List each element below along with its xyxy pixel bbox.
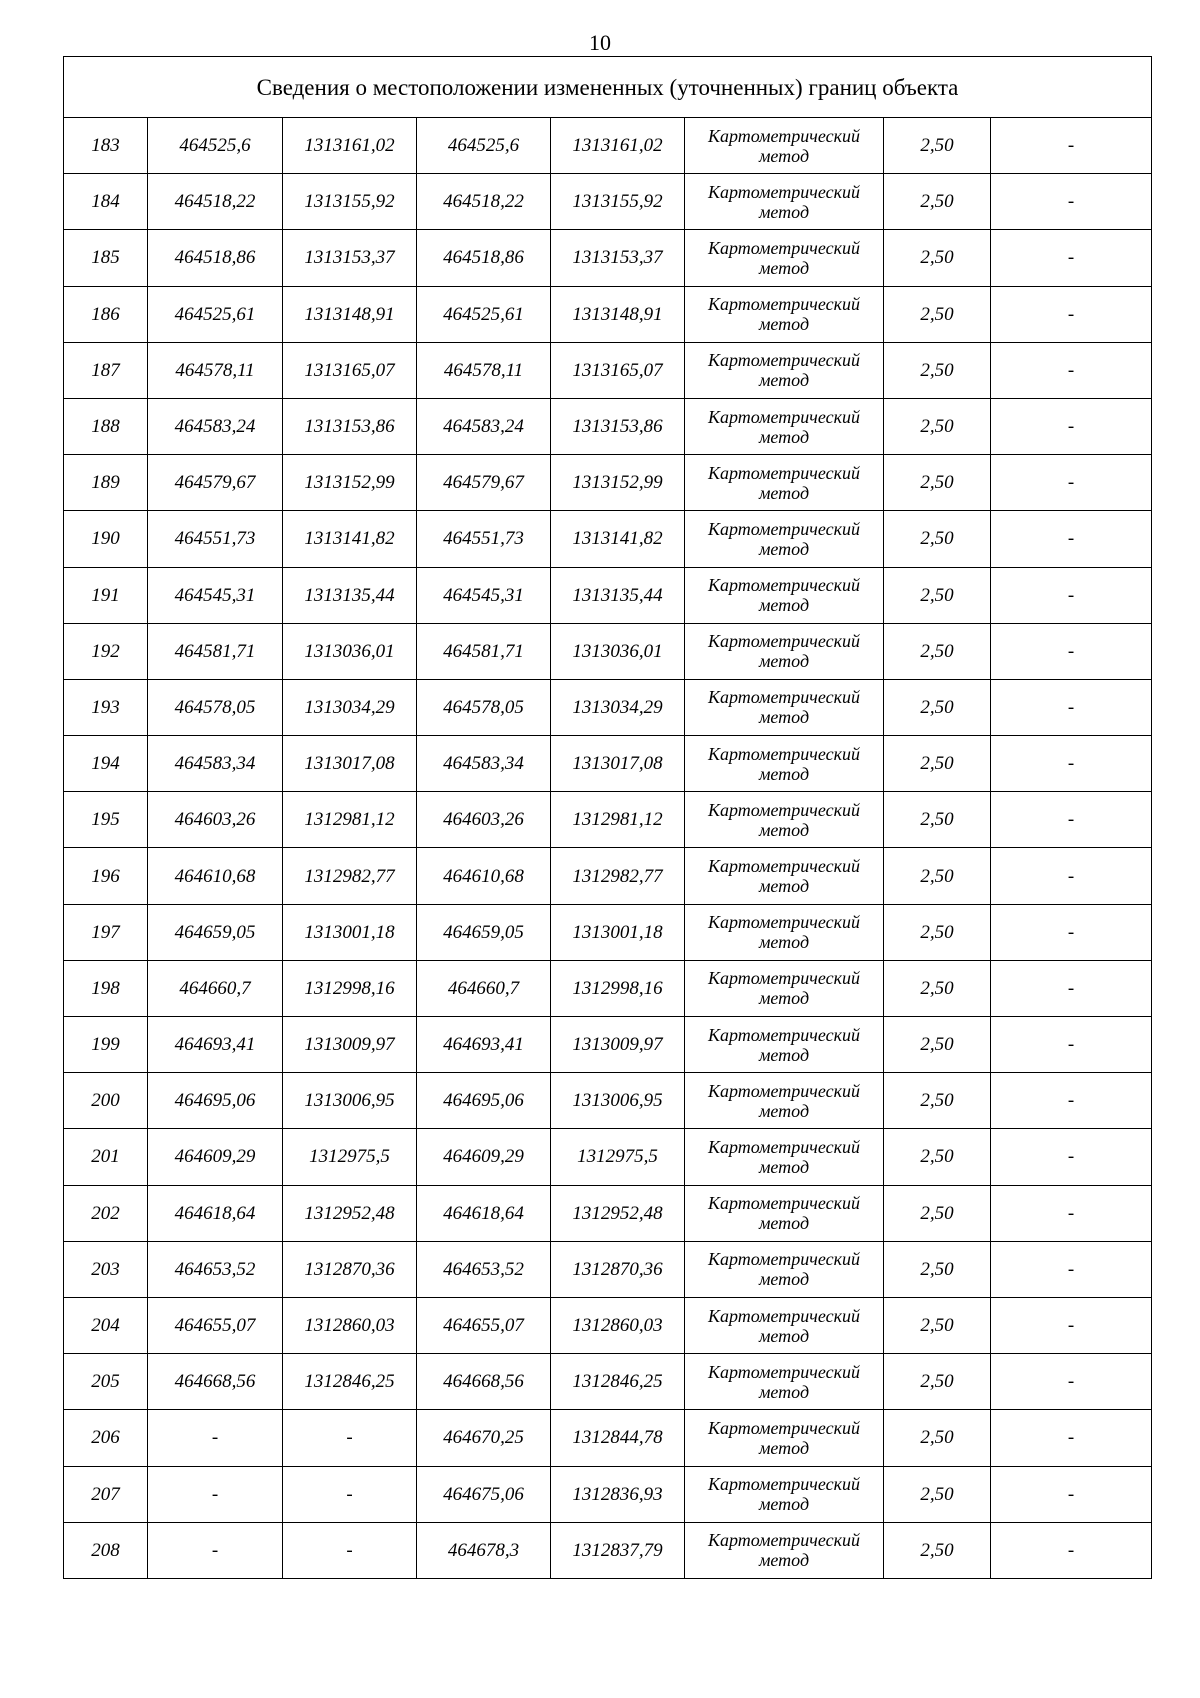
accuracy-cell: 2,50 xyxy=(884,792,991,848)
description-cell: - xyxy=(991,286,1152,342)
accuracy-cell: 2,50 xyxy=(884,1522,991,1578)
method-cell: Картометрический метод xyxy=(685,848,884,904)
table-row xyxy=(64,960,1152,1016)
description-cell: - xyxy=(991,679,1152,735)
refined-y-cell: 1313165,07 xyxy=(551,342,685,398)
table-row xyxy=(64,567,1152,623)
refined-y-cell: 1313148,91 xyxy=(551,286,685,342)
description-cell: - xyxy=(991,623,1152,679)
existing-x-cell: 464551,73 xyxy=(148,511,283,567)
accuracy-cell: 2,50 xyxy=(884,1297,991,1353)
table-row xyxy=(64,792,1152,848)
refined-y-cell: 1313034,29 xyxy=(551,679,685,735)
accuracy-cell: 2,50 xyxy=(884,1185,991,1241)
existing-y-cell: 1313148,91 xyxy=(283,286,417,342)
description-cell: - xyxy=(991,1073,1152,1129)
existing-x-cell: 464518,22 xyxy=(148,174,283,230)
refined-x-cell: 464655,07 xyxy=(417,1297,551,1353)
method-cell: Картометрический метод xyxy=(685,455,884,511)
existing-x-cell: 464609,29 xyxy=(148,1129,283,1185)
method-cell: Картометрический метод xyxy=(685,286,884,342)
refined-x-cell: 464695,06 xyxy=(417,1073,551,1129)
method-cell: Картометрический метод xyxy=(685,230,884,286)
existing-x-cell: 464668,56 xyxy=(148,1354,283,1410)
refined-y-cell: 1313135,44 xyxy=(551,567,685,623)
refined-x-cell: 464581,71 xyxy=(417,623,551,679)
accuracy-cell: 2,50 xyxy=(884,1129,991,1185)
accuracy-cell: 2,50 xyxy=(884,1410,991,1466)
existing-x-cell: 464579,67 xyxy=(148,455,283,511)
method-cell: Картометрический метод xyxy=(685,567,884,623)
table-row xyxy=(64,623,1152,679)
accuracy-cell: 2,50 xyxy=(884,511,991,567)
table-row xyxy=(64,679,1152,735)
table-row xyxy=(64,230,1152,286)
method-cell: Картометрический метод xyxy=(685,1129,884,1185)
existing-x-cell: 464659,05 xyxy=(148,904,283,960)
accuracy-cell: 2,50 xyxy=(884,230,991,286)
boundary-coordinates-table xyxy=(63,56,1152,1579)
accuracy-cell: 2,50 xyxy=(884,398,991,454)
existing-x-cell: 464695,06 xyxy=(148,1073,283,1129)
existing-y-cell: 1312975,5 xyxy=(283,1129,417,1185)
method-cell: Картометрический метод xyxy=(685,904,884,960)
accuracy-cell: 2,50 xyxy=(884,286,991,342)
existing-x-cell: 464578,11 xyxy=(148,342,283,398)
point-number-cell: 206 xyxy=(64,1410,148,1466)
existing-y-cell: 1313161,02 xyxy=(283,118,417,174)
table-row xyxy=(64,1017,1152,1073)
point-number-cell: 187 xyxy=(64,342,148,398)
accuracy-cell: 2,50 xyxy=(884,174,991,230)
existing-y-cell: 1313135,44 xyxy=(283,567,417,623)
existing-y-cell: 1313001,18 xyxy=(283,904,417,960)
method-cell: Картометрический метод xyxy=(685,736,884,792)
existing-y-cell: 1312846,25 xyxy=(283,1354,417,1410)
point-number-cell: 198 xyxy=(64,960,148,1016)
description-cell: - xyxy=(991,118,1152,174)
method-cell: Картометрический метод xyxy=(685,1410,884,1466)
table-row xyxy=(64,736,1152,792)
method-cell: Картометрический метод xyxy=(685,1073,884,1129)
description-cell: - xyxy=(991,1466,1152,1522)
table-row xyxy=(64,1410,1152,1466)
refined-y-cell: 1312846,25 xyxy=(551,1354,685,1410)
refined-x-cell: 464653,52 xyxy=(417,1241,551,1297)
accuracy-cell: 2,50 xyxy=(884,1073,991,1129)
accuracy-cell: 2,50 xyxy=(884,679,991,735)
existing-y-cell: 1313153,86 xyxy=(283,398,417,454)
refined-x-cell: 464551,73 xyxy=(417,511,551,567)
table-row xyxy=(64,848,1152,904)
refined-y-cell: 1312860,03 xyxy=(551,1297,685,1353)
existing-y-cell: - xyxy=(283,1466,417,1522)
accuracy-cell: 2,50 xyxy=(884,1466,991,1522)
refined-x-cell: 464609,29 xyxy=(417,1129,551,1185)
description-cell: - xyxy=(991,1129,1152,1185)
refined-y-cell: 1312952,48 xyxy=(551,1185,685,1241)
description-cell: - xyxy=(991,230,1152,286)
table-row xyxy=(64,1129,1152,1185)
refined-y-cell: 1312844,78 xyxy=(551,1410,685,1466)
table-row xyxy=(64,1185,1152,1241)
point-number-cell: 191 xyxy=(64,567,148,623)
existing-x-cell: 464660,7 xyxy=(148,960,283,1016)
point-number-cell: 189 xyxy=(64,455,148,511)
point-number-cell: 208 xyxy=(64,1522,148,1578)
existing-x-cell: 464583,24 xyxy=(148,398,283,454)
description-cell: - xyxy=(991,960,1152,1016)
point-number-cell: 201 xyxy=(64,1129,148,1185)
accuracy-cell: 2,50 xyxy=(884,118,991,174)
point-number-cell: 207 xyxy=(64,1466,148,1522)
method-cell: Картометрический метод xyxy=(685,623,884,679)
table-row xyxy=(64,398,1152,454)
description-cell: - xyxy=(991,1241,1152,1297)
refined-x-cell: 464610,68 xyxy=(417,848,551,904)
existing-y-cell: 1312981,12 xyxy=(283,792,417,848)
refined-y-cell: 1313001,18 xyxy=(551,904,685,960)
table-title: Сведения о местоположении измененных (уточненных) границ объекта xyxy=(64,57,1152,118)
method-cell: Картометрический метод xyxy=(685,118,884,174)
refined-x-cell: 464678,3 xyxy=(417,1522,551,1578)
existing-y-cell: 1313155,92 xyxy=(283,174,417,230)
table-row xyxy=(64,1297,1152,1353)
point-number-cell: 185 xyxy=(64,230,148,286)
existing-x-cell: 464693,41 xyxy=(148,1017,283,1073)
existing-x-cell: 464610,68 xyxy=(148,848,283,904)
existing-y-cell: 1312998,16 xyxy=(283,960,417,1016)
method-cell: Картометрический метод xyxy=(685,1185,884,1241)
refined-y-cell: 1313006,95 xyxy=(551,1073,685,1129)
point-number-cell: 192 xyxy=(64,623,148,679)
description-cell: - xyxy=(991,567,1152,623)
description-cell: - xyxy=(991,736,1152,792)
refined-x-cell: 464518,22 xyxy=(417,174,551,230)
refined-y-cell: 1313161,02 xyxy=(551,118,685,174)
table-row xyxy=(64,1241,1152,1297)
refined-x-cell: 464618,64 xyxy=(417,1185,551,1241)
table-row xyxy=(64,1466,1152,1522)
table-row xyxy=(64,904,1152,960)
table-title-row xyxy=(64,57,1152,118)
description-cell: - xyxy=(991,455,1152,511)
table-row xyxy=(64,511,1152,567)
existing-y-cell: 1313165,07 xyxy=(283,342,417,398)
table-row xyxy=(64,1073,1152,1129)
point-number-cell: 195 xyxy=(64,792,148,848)
existing-y-cell: 1313017,08 xyxy=(283,736,417,792)
point-number-cell: 186 xyxy=(64,286,148,342)
description-cell: - xyxy=(991,1297,1152,1353)
refined-x-cell: 464518,86 xyxy=(417,230,551,286)
accuracy-cell: 2,50 xyxy=(884,567,991,623)
refined-y-cell: 1313153,86 xyxy=(551,398,685,454)
refined-y-cell: 1313153,37 xyxy=(551,230,685,286)
existing-y-cell: 1313034,29 xyxy=(283,679,417,735)
description-cell: - xyxy=(991,848,1152,904)
table-row xyxy=(64,174,1152,230)
refined-y-cell: 1312836,93 xyxy=(551,1466,685,1522)
point-number-cell: 188 xyxy=(64,398,148,454)
table-row xyxy=(64,1354,1152,1410)
accuracy-cell: 2,50 xyxy=(884,1241,991,1297)
description-cell: - xyxy=(991,1410,1152,1466)
accuracy-cell: 2,50 xyxy=(884,455,991,511)
refined-x-cell: 464578,11 xyxy=(417,342,551,398)
refined-y-cell: 1312837,79 xyxy=(551,1522,685,1578)
description-cell: - xyxy=(991,1522,1152,1578)
refined-y-cell: 1313009,97 xyxy=(551,1017,685,1073)
refined-y-cell: 1313017,08 xyxy=(551,736,685,792)
accuracy-cell: 2,50 xyxy=(884,848,991,904)
existing-x-cell: 464578,05 xyxy=(148,679,283,735)
description-cell: - xyxy=(991,398,1152,454)
point-number-cell: 203 xyxy=(64,1241,148,1297)
table-body xyxy=(64,57,1152,1579)
method-cell: Картометрический метод xyxy=(685,1017,884,1073)
existing-x-cell: - xyxy=(148,1466,283,1522)
refined-x-cell: 464670,25 xyxy=(417,1410,551,1466)
point-number-cell: 197 xyxy=(64,904,148,960)
accuracy-cell: 2,50 xyxy=(884,342,991,398)
accuracy-cell: 2,50 xyxy=(884,623,991,679)
refined-x-cell: 464579,67 xyxy=(417,455,551,511)
existing-y-cell: 1313141,82 xyxy=(283,511,417,567)
existing-x-cell: - xyxy=(148,1410,283,1466)
refined-y-cell: 1312982,77 xyxy=(551,848,685,904)
refined-y-cell: 1313152,99 xyxy=(551,455,685,511)
existing-y-cell: - xyxy=(283,1522,417,1578)
refined-x-cell: 464659,05 xyxy=(417,904,551,960)
existing-y-cell: 1312870,36 xyxy=(283,1241,417,1297)
refined-y-cell: 1312998,16 xyxy=(551,960,685,1016)
existing-y-cell: 1312952,48 xyxy=(283,1185,417,1241)
point-number-cell: 205 xyxy=(64,1354,148,1410)
existing-y-cell: 1312860,03 xyxy=(283,1297,417,1353)
table-row xyxy=(64,286,1152,342)
existing-x-cell: 464525,6 xyxy=(148,118,283,174)
existing-x-cell: 464603,26 xyxy=(148,792,283,848)
existing-y-cell: 1313006,95 xyxy=(283,1073,417,1129)
page-number: 10 xyxy=(589,30,611,55)
description-cell: - xyxy=(991,342,1152,398)
accuracy-cell: 2,50 xyxy=(884,1354,991,1410)
method-cell: Картометрический метод xyxy=(685,1466,884,1522)
description-cell: - xyxy=(991,511,1152,567)
method-cell: Картометрический метод xyxy=(685,1241,884,1297)
refined-y-cell: 1312870,36 xyxy=(551,1241,685,1297)
existing-x-cell: 464518,86 xyxy=(148,230,283,286)
table-row xyxy=(64,455,1152,511)
table-row xyxy=(64,118,1152,174)
method-cell: Картометрический метод xyxy=(685,398,884,454)
method-cell: Картометрический метод xyxy=(685,174,884,230)
existing-x-cell: 464525,61 xyxy=(148,286,283,342)
existing-x-cell: 464545,31 xyxy=(148,567,283,623)
existing-y-cell: 1312982,77 xyxy=(283,848,417,904)
description-cell: - xyxy=(991,1354,1152,1410)
point-number-cell: 183 xyxy=(64,118,148,174)
refined-y-cell: 1313036,01 xyxy=(551,623,685,679)
description-cell: - xyxy=(991,1185,1152,1241)
existing-x-cell: - xyxy=(148,1522,283,1578)
refined-y-cell: 1313141,82 xyxy=(551,511,685,567)
method-cell: Картометрический метод xyxy=(685,1297,884,1353)
existing-x-cell: 464655,07 xyxy=(148,1297,283,1353)
refined-x-cell: 464525,61 xyxy=(417,286,551,342)
refined-x-cell: 464578,05 xyxy=(417,679,551,735)
existing-y-cell: 1313153,37 xyxy=(283,230,417,286)
method-cell: Картометрический метод xyxy=(685,511,884,567)
accuracy-cell: 2,50 xyxy=(884,960,991,1016)
method-cell: Картометрический метод xyxy=(685,1522,884,1578)
refined-x-cell: 464668,56 xyxy=(417,1354,551,1410)
description-cell: - xyxy=(991,904,1152,960)
method-cell: Картометрический метод xyxy=(685,1354,884,1410)
description-cell: - xyxy=(991,792,1152,848)
point-number-cell: 196 xyxy=(64,848,148,904)
point-number-cell: 194 xyxy=(64,736,148,792)
point-number-cell: 190 xyxy=(64,511,148,567)
point-number-cell: 204 xyxy=(64,1297,148,1353)
existing-y-cell: - xyxy=(283,1410,417,1466)
point-number-cell: 200 xyxy=(64,1073,148,1129)
point-number-cell: 199 xyxy=(64,1017,148,1073)
refined-y-cell: 1312981,12 xyxy=(551,792,685,848)
refined-x-cell: 464545,31 xyxy=(417,567,551,623)
method-cell: Картометрический метод xyxy=(685,960,884,1016)
refined-x-cell: 464675,06 xyxy=(417,1466,551,1522)
refined-y-cell: 1313155,92 xyxy=(551,174,685,230)
description-cell: - xyxy=(991,174,1152,230)
existing-x-cell: 464581,71 xyxy=(148,623,283,679)
refined-x-cell: 464583,24 xyxy=(417,398,551,454)
point-number-cell: 202 xyxy=(64,1185,148,1241)
existing-x-cell: 464653,52 xyxy=(148,1241,283,1297)
point-number-cell: 193 xyxy=(64,679,148,735)
existing-y-cell: 1313009,97 xyxy=(283,1017,417,1073)
refined-x-cell: 464660,7 xyxy=(417,960,551,1016)
accuracy-cell: 2,50 xyxy=(884,1017,991,1073)
refined-x-cell: 464583,34 xyxy=(417,736,551,792)
refined-x-cell: 464693,41 xyxy=(417,1017,551,1073)
existing-y-cell: 1313036,01 xyxy=(283,623,417,679)
table-row xyxy=(64,342,1152,398)
refined-x-cell: 464603,26 xyxy=(417,792,551,848)
method-cell: Картометрический метод xyxy=(685,342,884,398)
existing-x-cell: 464618,64 xyxy=(148,1185,283,1241)
accuracy-cell: 2,50 xyxy=(884,904,991,960)
refined-y-cell: 1312975,5 xyxy=(551,1129,685,1185)
existing-y-cell: 1313152,99 xyxy=(283,455,417,511)
existing-x-cell: 464583,34 xyxy=(148,736,283,792)
refined-x-cell: 464525,6 xyxy=(417,118,551,174)
table-row xyxy=(64,1522,1152,1578)
description-cell: - xyxy=(991,1017,1152,1073)
method-cell: Картометрический метод xyxy=(685,792,884,848)
accuracy-cell: 2,50 xyxy=(884,736,991,792)
point-number-cell: 184 xyxy=(64,174,148,230)
method-cell: Картометрический метод xyxy=(685,679,884,735)
